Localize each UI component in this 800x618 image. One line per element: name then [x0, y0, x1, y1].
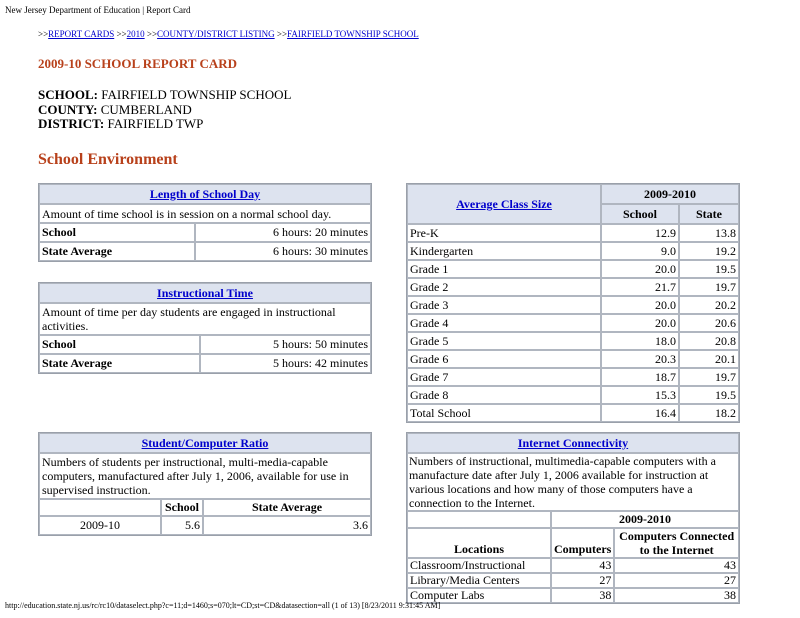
table-row: Classroom/Instructional 43 43 [407, 558, 739, 573]
length-of-day-description: Amount of time school is in session on a normal school day. [39, 204, 371, 223]
table-row: Grade 1 20.0 19.5 [407, 260, 739, 278]
table-row: Grade 3 20.0 20.2 [407, 296, 739, 314]
instructional-time-link[interactable]: Instructional Time [157, 285, 253, 300]
table-row: Pre-K 12.9 13.8 [407, 224, 739, 242]
school-line: SCHOOL: FAIRFIELD TOWNSHIP SCHOOL [38, 87, 292, 102]
section-title: School Environment [38, 151, 178, 168]
class-size-link[interactable]: Average Class Size [456, 196, 552, 211]
student-computer-ratio-link[interactable]: Student/Computer Ratio [141, 435, 269, 450]
length-of-day-link[interactable]: Length of School Day [149, 186, 261, 201]
table-row: Grade 2 21.7 19.7 [407, 278, 739, 296]
county-line: COUNTY: CUMBERLAND [38, 102, 192, 117]
table-row: Grade 5 18.0 20.8 [407, 332, 739, 350]
table-row: Grade 6 20.3 20.1 [407, 350, 739, 368]
report-title: 2009-10 SCHOOL REPORT CARD [38, 56, 238, 71]
internet-description: Numbers of instructional, multimedia-capable computers with a manufacture date after July 1, 2006 available for instruction at various locations and how many of those computers have a connection to the Internet. [407, 453, 739, 511]
district-line: DISTRICT: FAIRFIELD TWP [38, 116, 204, 131]
instructional-time-description: Amount of time per day students are engaged in instructional activities. [39, 303, 371, 335]
table-row: Grade 8 15.3 19.5 [407, 386, 739, 404]
internet-connectivity-link[interactable]: Internet Connectivity [517, 435, 629, 450]
breadcrumb-report-cards-link[interactable]: REPORT CARDS [48, 29, 115, 39]
table-row: Grade 7 18.7 19.7 [407, 368, 739, 386]
page-footer: http://education.state.nj.us/rc/rc10/dataselect.php?c=11;d=1460;s=070;lt=CD;st=CD&datasection=all (1 of 13) [8/23/2011 9:31:45 AM] [5, 601, 441, 610]
student-computer-ratio-table: Student/Computer Ratio Numbers of students per instructional, multi-media-capable computers, manufactured after July 1, 2006, available for use in supervised instruction. School State Average 2009-10 5.6 3.6 [38, 432, 372, 536]
class-size-table: Average Class Size 2009-2010 School State Pre-K 12.9 13.8 Kindergarten 9.0 19.2 Grade 1 20.0 19.5 Grade 2 21.7 19.7 Grade 3 20.0 20.2 Grade 4 20.0 20.6 Grade 5 18.0 20.8 Grade 6 20.3 20.1 Grade 7 18.7 19.7 Grade 8 15.3 19.5 Total School 16.4 18.2 [406, 183, 740, 423]
instructional-time-table: Instructional Time Amount of time per day students are engaged in instructional activities. School 5 hours: 50 minutes State Average 5 hours: 42 minutes [38, 282, 372, 374]
length-of-day-table: Length of School Day Amount of time school is in session on a normal school day. School 6 hours: 20 minutes State Average 6 hours: 30 minutes [38, 183, 372, 262]
table-row: Total School 16.4 18.2 [407, 404, 739, 422]
breadcrumb: >>REPORT CARDS >>2010 >>COUNTY/DISTRICT LISTING >>FAIRFIELD TOWNSHIP SCHOOL [38, 29, 419, 39]
table-row: Kindergarten 9.0 19.2 [407, 242, 739, 260]
breadcrumb-county-district-link[interactable]: COUNTY/DISTRICT LISTING [157, 29, 275, 39]
page-header: New Jersey Department of Education | Report Card [5, 5, 191, 15]
internet-connectivity-table: Internet Connectivity Numbers of instructional, multimedia-capable computers with a manufacture date after July 1, 2006 available for instruction at various locations and how many of those computers have a connection to the Internet. 2009-2010 Locations Computers Computers Connected to the Internet Classroom/Instructional 43 43 Library/Media Centers 27 27 Computer Labs 38 38 [406, 432, 740, 604]
breadcrumb-2010-link[interactable]: 2010 [126, 29, 145, 39]
student-computer-ratio-description: Numbers of students per instructional, multi-media-capable computers, manufactured after July 1, 2006, available for use in supervised instruction. [39, 453, 371, 499]
table-row: Computer Labs 38 38 [407, 588, 739, 603]
breadcrumb-school-link[interactable]: FAIRFIELD TOWNSHIP SCHOOL [287, 29, 419, 39]
table-row: Library/Media Centers 27 27 [407, 573, 739, 588]
table-row: Grade 4 20.0 20.6 [407, 314, 739, 332]
